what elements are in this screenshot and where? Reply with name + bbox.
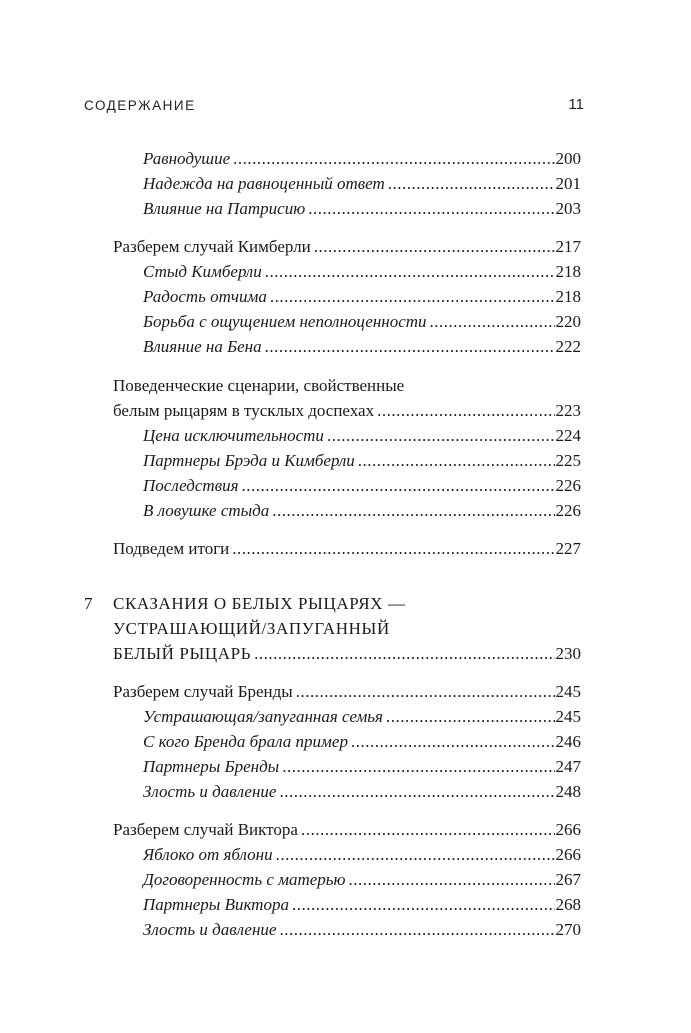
toc-entry: Партнеры Бренды ..... 247: [0, 754, 691, 779]
toc-section-line1: Поведенческие сценарии, свойственные: [113, 376, 405, 395]
chapter-heading-line1: 7 СКАЗАНИЯ О БЕЛЫХ РЫЦАРЯХ —: [0, 591, 691, 616]
toc-section: Разберем случай Кимберли ..... 217: [0, 234, 691, 259]
toc-entry: Злость и давление ..... 248: [0, 779, 691, 804]
toc-entry: С кого Бренда брала пример ..... 246: [0, 729, 691, 754]
toc-entry: Злость и давление ..... 270: [0, 917, 691, 942]
toc-entry: Надежда на равноценный ответ ..... 201: [0, 171, 691, 196]
chapter-heading-line2: УСТРАШАЮЩИЙ/ЗАПУГАННЫЙ: [113, 619, 390, 638]
toc-entry: Влияние на Патрисию ..... 203: [0, 196, 691, 221]
toc-entry: Борьба с ощущением неполноценности ..... 220: [0, 309, 691, 334]
toc-section: Подведем итоги ..... 227: [0, 536, 691, 561]
page-number: 11: [568, 96, 584, 113]
running-header: СОДЕРЖАНИЕ: [84, 98, 196, 113]
toc-entry: Последствия ..... 226: [0, 473, 691, 498]
toc-entry: Равнодушие ..... 200: [0, 146, 691, 171]
toc-entry: Партнеры Виктора ..... 268: [0, 892, 691, 917]
toc-entry: Стыд Кимберли ..... 218: [0, 259, 691, 284]
toc-entry: Яблоко от яблони ..... 266: [0, 842, 691, 867]
toc-entry: Радость отчима ..... 218: [0, 284, 691, 309]
toc-entry: Партнеры Брэда и Кимберли ..... 225: [0, 448, 691, 473]
toc-entry: Договоренность с матерью ..... 267: [0, 867, 691, 892]
chapter-number: 7: [84, 594, 93, 613]
toc-section: Разберем случай Бренды ..... 245: [0, 679, 691, 704]
chapter-heading-line3: БЕЛЫЙ РЫЦАРЬ ..... 230: [0, 641, 691, 666]
toc-entry: Цена исключительности ..... 224: [0, 423, 691, 448]
toc-section: Разберем случай Виктора ..... 266: [0, 817, 691, 842]
toc-entry: Влияние на Бена ..... 222: [0, 334, 691, 359]
toc-entry: Устрашающая/запуганная семья ..... 245: [0, 704, 691, 729]
toc-entry: В ловушке стыда ..... 226: [0, 498, 691, 523]
toc-section: белым рыцарям в тусклых доспехах ..... 223: [0, 398, 691, 423]
